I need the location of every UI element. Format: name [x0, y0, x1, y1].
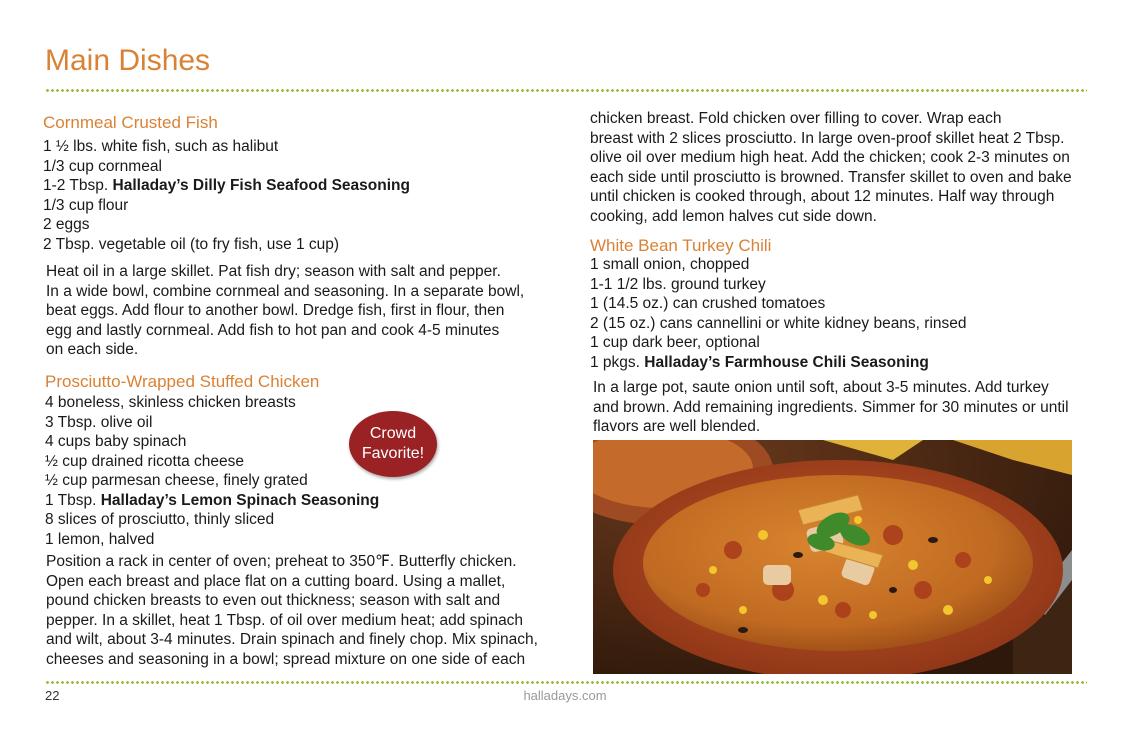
directions-fish [46, 262, 524, 360]
ingredient-item: 1 lemon, halved [45, 530, 155, 548]
ingredient-item [590, 353, 967, 373]
dotted-divider-top [45, 89, 1087, 92]
ingredient-item: 1 ½ lbs. white fish, such as halibut [43, 138, 279, 155]
badge-line: Favorite! [361, 445, 425, 462]
ingredient-item: 1 (14.5 oz.) can crushed tomatoes [590, 295, 826, 312]
seasoning-name: Halladay’s Lemon Spinach Seasoning [100, 491, 380, 509]
directions-line: olive oil over medium high heat. Add the chicken; cook 2-3 minutes on [590, 149, 1070, 166]
ingredient-item: 2 eggs [43, 216, 90, 233]
directions-line: each side until prosciutto is browned. Transfer skillet to oven and bake [590, 168, 1072, 186]
ingredient-list-fish [43, 137, 410, 254]
ingredient-item: 4 cups baby spinach [45, 433, 187, 450]
directions-line: chicken breast. Fold chicken over filling to cover. Wrap each [590, 110, 1002, 127]
ingredient-item: 8 slices of prosciutto, thinly sliced [45, 511, 275, 528]
directions-line: until chicken is cooked through, about 12 minutes. Half way through [590, 188, 1055, 205]
directions-line: flavors are well blended. [593, 418, 761, 435]
directions-line: Open each breast and place flat on a cutting board. Using a mallet, [46, 572, 506, 590]
ingredient-item: 1-1 1/2 lbs. ground turkey [590, 275, 766, 293]
ingredient-item: 1 cup dark beer, optional [590, 334, 760, 351]
directions-line: cooking, add lemon halves cut side down. [590, 207, 877, 225]
ingredient-item [43, 176, 410, 196]
directions-line: breast with 2 slices prosciutto. In large oven-proof skillet heat 2 Tbsp. [590, 129, 1065, 147]
seasoning-name: Halladay’s Farmhouse Chili Seasoning [644, 353, 929, 371]
directions-line: pound chicken breasts to even out thickness; season with salt and [46, 592, 501, 609]
ingredient-amount: 1 pkgs. [590, 353, 645, 371]
ingredient-item: 1/3 cup flour [43, 196, 129, 214]
ingredient-amount: 1-2 Tbsp. [43, 177, 113, 194]
badge-line: Crowd [369, 425, 417, 442]
ingredient-item: 4 boneless, skinless chicken breasts [45, 394, 296, 411]
directions-chicken [46, 552, 538, 669]
directions-chili [593, 378, 1069, 437]
ingredient-item: 1 small onion, chopped [590, 256, 750, 273]
directions-line: on each side. [46, 341, 139, 358]
directions-line: and wilt, about 3-4 minutes. Drain spinach and finely chop. Mix spinach, [46, 631, 538, 648]
ingredient-item: ½ cup drained ricotta cheese [45, 452, 245, 470]
directions-line: Position a rack in center of oven; preheat to 350℉. Butterfly chicken. [46, 553, 517, 570]
directions-line: In a large pot, saute onion until soft, about 3-5 minutes. Add turkey [593, 379, 1049, 396]
directions-line: egg and lastly cornmeal. Add fish to hot pan and cook 4-5 minutes [46, 321, 500, 339]
recipe-title-chili: White Bean Turkey Chili [590, 236, 772, 255]
directions-line: and brown. Add remaining ingredients. Simmer for 30 minutes or until [593, 398, 1069, 416]
footer-website: halladays.com [523, 688, 607, 703]
directions-chicken-continued [590, 109, 1072, 226]
directions-line: pepper. In a skillet, heat 1 Tbsp. of oil over medium heat; add spinach [46, 611, 524, 629]
ingredient-list-chili [590, 255, 967, 372]
directions-line: cheeses and seasoning in a bowl; spread mixture on one side of each [46, 650, 526, 668]
page-title: Main Dishes [45, 44, 211, 77]
chili-bowl-photo [593, 440, 1072, 674]
directions-line: beat eggs. Add flour to another bowl. Dredge fish, first in flour, then [46, 302, 505, 319]
seasoning-name: Halladay’s Dilly Fish Seafood Seasoning [112, 177, 410, 194]
ingredient-item: 3 Tbsp. olive oil [45, 413, 153, 431]
recipe-title-chicken: Prosciutto-Wrapped Stuffed Chicken [45, 372, 320, 391]
ingredient-amount: 1 Tbsp. [45, 491, 101, 509]
ingredient-item: ½ cup parmesan cheese, finely grated [45, 472, 308, 489]
ingredient-item: 1/3 cup cornmeal [43, 157, 162, 175]
ingredient-item [45, 491, 379, 511]
directions-line: In a wide bowl, combine cornmeal and seasoning. In a separate bowl, [46, 282, 525, 300]
crowd-favorite-badge [349, 411, 437, 477]
ingredient-item: 2 (15 oz.) cans cannellini or white kidney beans, rinsed [590, 314, 967, 332]
dotted-divider-bottom [45, 681, 1087, 684]
ingredient-list-chicken [45, 393, 379, 549]
ingredient-item: 2 Tbsp. vegetable oil (to fry fish, use 1 cup) [43, 235, 340, 253]
directions-line: Heat oil in a large skillet. Pat fish dry; season with salt and pepper. [46, 263, 501, 280]
recipe-title-fish: Cornmeal Crusted Fish [43, 113, 218, 132]
page-number: 22 [45, 688, 60, 703]
